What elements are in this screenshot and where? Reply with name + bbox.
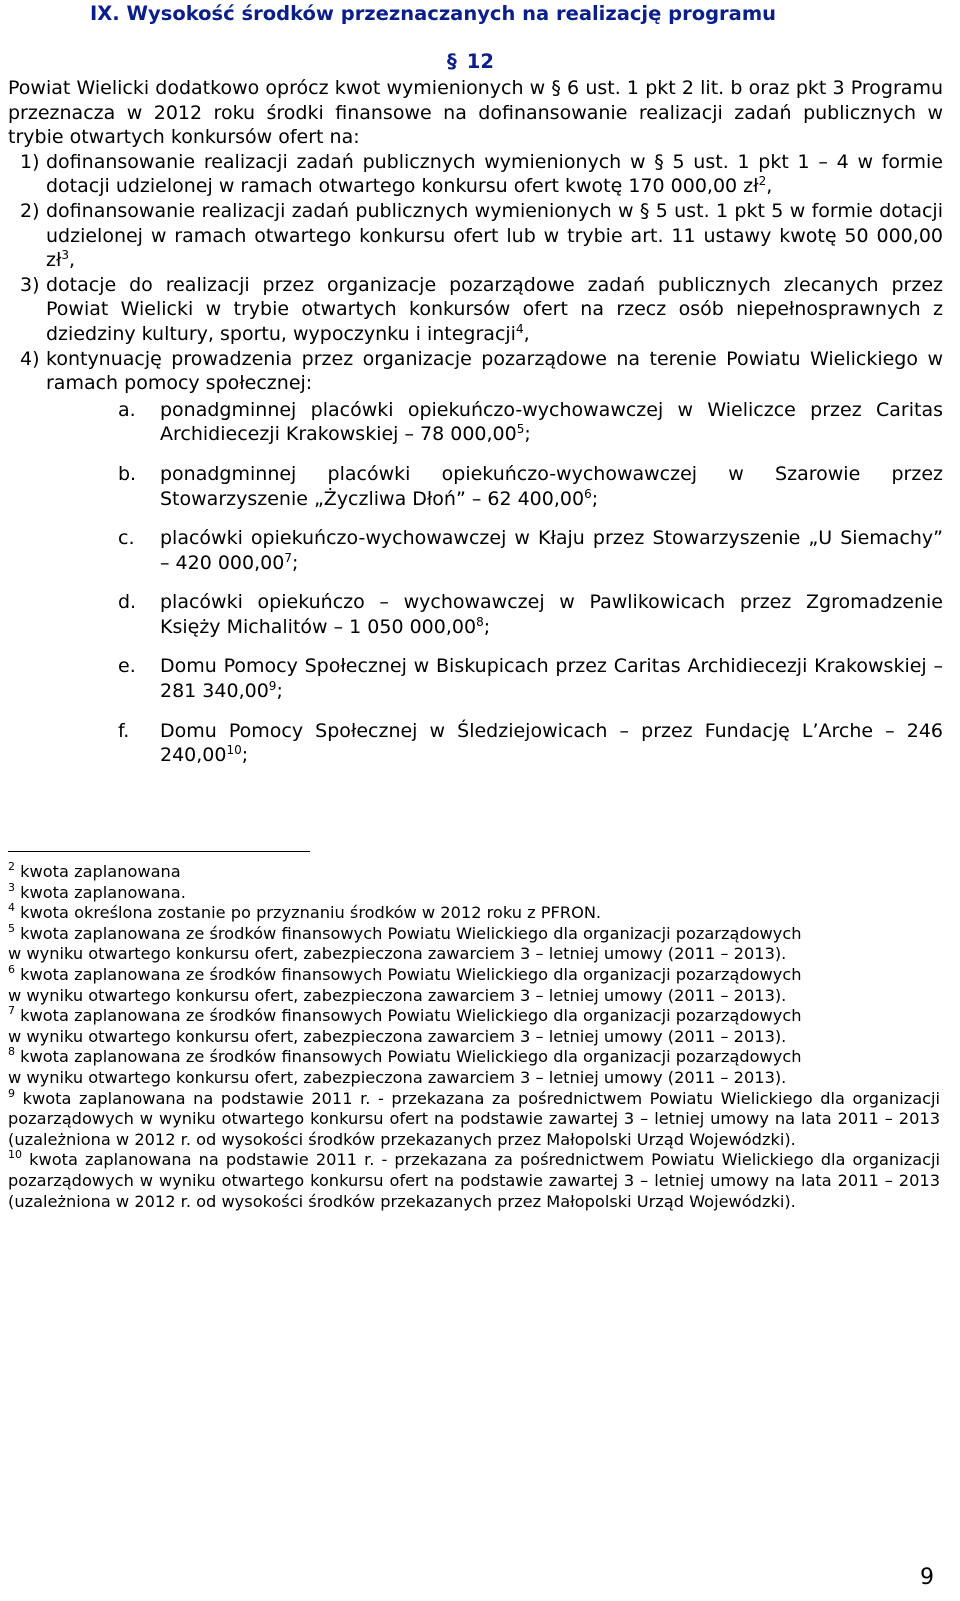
- footnote-text: kwota zaplanowana na podstawie 2011 r. - przekazana za pośrednictwem Powiatu Wielickiego dla organizacji pozarządowych w wyniku otwartego konkursu ofert na podstawie zawartej 3 – letniej umowy na lata 2011 – 2013 (uzależniona w 2012 r. od wysokości środków przekazanych przez Małopolski Urząd Wojewódzki).: [8, 1088, 941, 1149]
- chapter-heading: IX. Wysokość środków przeznaczanych na realizację programu: [90, 2, 777, 25]
- sub-list-item: [8, 654, 943, 703]
- footnote: [8, 1006, 940, 1027]
- footnote-text: kwota zaplanowana.: [20, 882, 186, 902]
- footnote-ref: 10: [226, 743, 242, 758]
- item-text: kontynuację prowadzenia przez organizacje pozarządowe na terenie Powiatu Wielickiego w ramach pomocy społecznej:: [46, 347, 943, 395]
- footnote-ref: 6: [584, 486, 592, 501]
- section-number: 12: [466, 50, 494, 73]
- item-text: ponadgminnej placówki opiekuńczo-wychowawczej w Wieliczce przez Caritas Archidiecezji Krakowskiej – 78 000,00: [160, 398, 943, 446]
- footnote-text: kwota określona zostanie po przyznaniu środków w 2012 roku z PFRON.: [20, 903, 602, 923]
- footnote-text: kwota zaplanowana ze środków finansowych Powiatu Wielickiego dla organizacji pozarządowych: [20, 1047, 802, 1067]
- list-item: [8, 273, 943, 347]
- item-end: ;: [276, 680, 283, 703]
- numbered-list: [8, 150, 943, 396]
- sub-list-item: [8, 590, 943, 639]
- footnote-text: kwota zaplanowana na podstawie 2011 r. - przekazana za pośrednictwem Powiatu Wielickiego dla organizacji pozarządowych w wyniku otwartego konkursu ofert na podstawie zawartej 3 – letniej umowy na lata 2011 – 2013 (uzależniona w 2012 r. od wysokości środków przekazanych przez Małopolski Urząd Wojewódzki).: [8, 1150, 941, 1211]
- footnote-number: 8: [8, 1045, 15, 1059]
- footnote-ref: 4: [515, 321, 524, 336]
- item-text: ponadgminnej placówki opiekuńczo-wychowawczej w Szarowie przez Stowarzyszenie „Życzliwa Dłoń” – 62 400,00: [160, 462, 943, 510]
- item-text: dotacje do realizacji przez organizacje pozarządowe zadań publicznych zlecanych przez Powiat Wielicki w trybie otwartych konkursów ofert na rzecz osób niepełnosprawnych z dziedziny kultury, sportu, wypoczynku i integracji: [46, 273, 943, 345]
- footnote: [8, 1047, 940, 1068]
- item-end: ;: [241, 744, 249, 767]
- footnote-continuation: w wyniku otwartego konkursu ofert, zabezpieczona zawarciem 3 – letniej umowy (2011 – 2013).: [8, 944, 787, 964]
- lettered-list: [8, 398, 943, 768]
- item-number: 2): [20, 199, 40, 222]
- footnote: [8, 1086, 941, 1151]
- footnote: [8, 880, 940, 904]
- page-number: 9: [920, 1565, 934, 1590]
- item-text: placówki opiekuńczo-wychowawczej w Kłaju przez Stowarzyszenie „U Siemachy” – 420 000,00: [160, 527, 943, 574]
- item-end: ;: [591, 487, 599, 510]
- item-text: dofinansowanie realizacji zadań publicznych wymienionych w § 5 ust. 1 pkt 1 – 4 w formie dotacji udzielonej w ramach otwartego konkursu ofert kwotę 170 000,00 zł: [46, 150, 943, 198]
- section-symbol: §: [447, 50, 457, 73]
- list-item: [8, 150, 943, 199]
- footnote-number: 3: [8, 880, 15, 894]
- item-end: ;: [291, 551, 299, 574]
- footnote-number: 9: [8, 1086, 15, 1100]
- footnote: [8, 1150, 940, 1212]
- item-letter: f.: [118, 719, 130, 742]
- item-letter: d.: [118, 591, 137, 614]
- footnote-text: kwota zaplanowana ze środków finansowych Powiatu Wielickiego dla organizacji pozarządowych: [20, 1006, 802, 1026]
- footnote-text: kwota zaplanowana ze środków finansowych Powiatu Wielickiego dla organizacji pozarządowych: [20, 923, 802, 943]
- item-end: ,: [69, 249, 76, 272]
- footnote-separator: [8, 851, 310, 852]
- footnote-text: kwota zaplanowana ze środków finansowych Powiatu Wielickiego dla organizacji pozarządowych: [20, 964, 802, 984]
- sub-list-item: [8, 462, 943, 511]
- item-number: 1): [20, 150, 40, 173]
- footnote-number: 7: [8, 1004, 15, 1018]
- sub-list-item: [8, 719, 943, 768]
- sub-list-item: [8, 398, 943, 447]
- item-end: ,: [766, 175, 773, 198]
- item-number: 4): [20, 347, 40, 370]
- item-text: Domu Pomocy Społecznej w Śledziejowicach – przez Fundację L’Arche – 246 240,00: [160, 719, 943, 767]
- footnote-continuation: w wyniku otwartego konkursu ofert, zabezpieczona zawarciem 3 – letniej umowy (2011 – 2013).: [8, 1067, 787, 1087]
- footnote-number: 10: [8, 1148, 22, 1162]
- footnote-ref: 3: [61, 248, 70, 263]
- footnote: [8, 862, 940, 883]
- footnote: [8, 903, 940, 924]
- footnote-number: 5: [8, 921, 15, 935]
- intro-paragraph: Powiat Wielicki dodatkowo oprócz kwot wymienionych w § 6 ust. 1 pkt 2 lit. b oraz pkt 3 Programu przeznacza w 2012 roku środki finansowe na dofinansowanie realizacji zadań publicznych w trybie otwartych konkursów ofert na:: [8, 77, 943, 149]
- footnote-number: 6: [8, 962, 15, 976]
- footnote: [8, 921, 940, 945]
- footnote-ref: 2: [758, 174, 767, 189]
- item-text: dofinansowanie realizacji zadań publicznych wymienionych w § 5 ust. 1 pkt 5 w formie dotacji udzielonej w ramach otwartego konkursu ofert lub w trybie art. 11 ustawy kwotę 50 000,00 zł: [46, 199, 943, 272]
- item-end: ;: [524, 423, 531, 446]
- list-item: [8, 199, 943, 273]
- footnote-number: 2: [8, 860, 15, 873]
- item-letter: a.: [118, 398, 136, 421]
- item-end: ,: [523, 322, 530, 345]
- footnote-number: 4: [8, 901, 15, 915]
- item-text: Domu Pomocy Społecznej w Biskupicach przez Caritas Archidiecezji Krakowskiej – 281 340,00: [160, 655, 943, 703]
- item-letter: e.: [118, 655, 136, 678]
- footnote-ref: 9: [268, 679, 277, 694]
- footnote-continuation: w wyniku otwartego konkursu ofert, zabezpieczona zawarciem 3 – letniej umowy (2011 – 2013).: [8, 985, 787, 1005]
- item-number: 3): [20, 273, 40, 296]
- footnote-text: kwota zaplanowana: [20, 862, 181, 881]
- item-text: placówki opiekuńczo – wychowawczej w Pawlikowicach przez Zgromadzenie Księży Michalitów – 1 050 000,00: [160, 591, 943, 638]
- footnote-ref: 8: [476, 614, 484, 629]
- item-letter: c.: [118, 527, 135, 550]
- main-text: [8, 76, 943, 783]
- footnote-ref: 5: [516, 422, 525, 437]
- item-letter: b.: [118, 462, 137, 485]
- footnotes: [8, 862, 940, 1212]
- footnote: [8, 962, 940, 986]
- sub-list-item: [8, 526, 943, 575]
- paragraph-number: [447, 50, 494, 73]
- footnote-ref: 7: [284, 550, 292, 565]
- footnote-continuation: w wyniku otwartego konkursu ofert, zabezpieczona zawarciem 3 – letniej umowy (2011 – 2013).: [8, 1026, 787, 1046]
- list-item: [8, 347, 943, 396]
- item-end: ;: [483, 615, 491, 638]
